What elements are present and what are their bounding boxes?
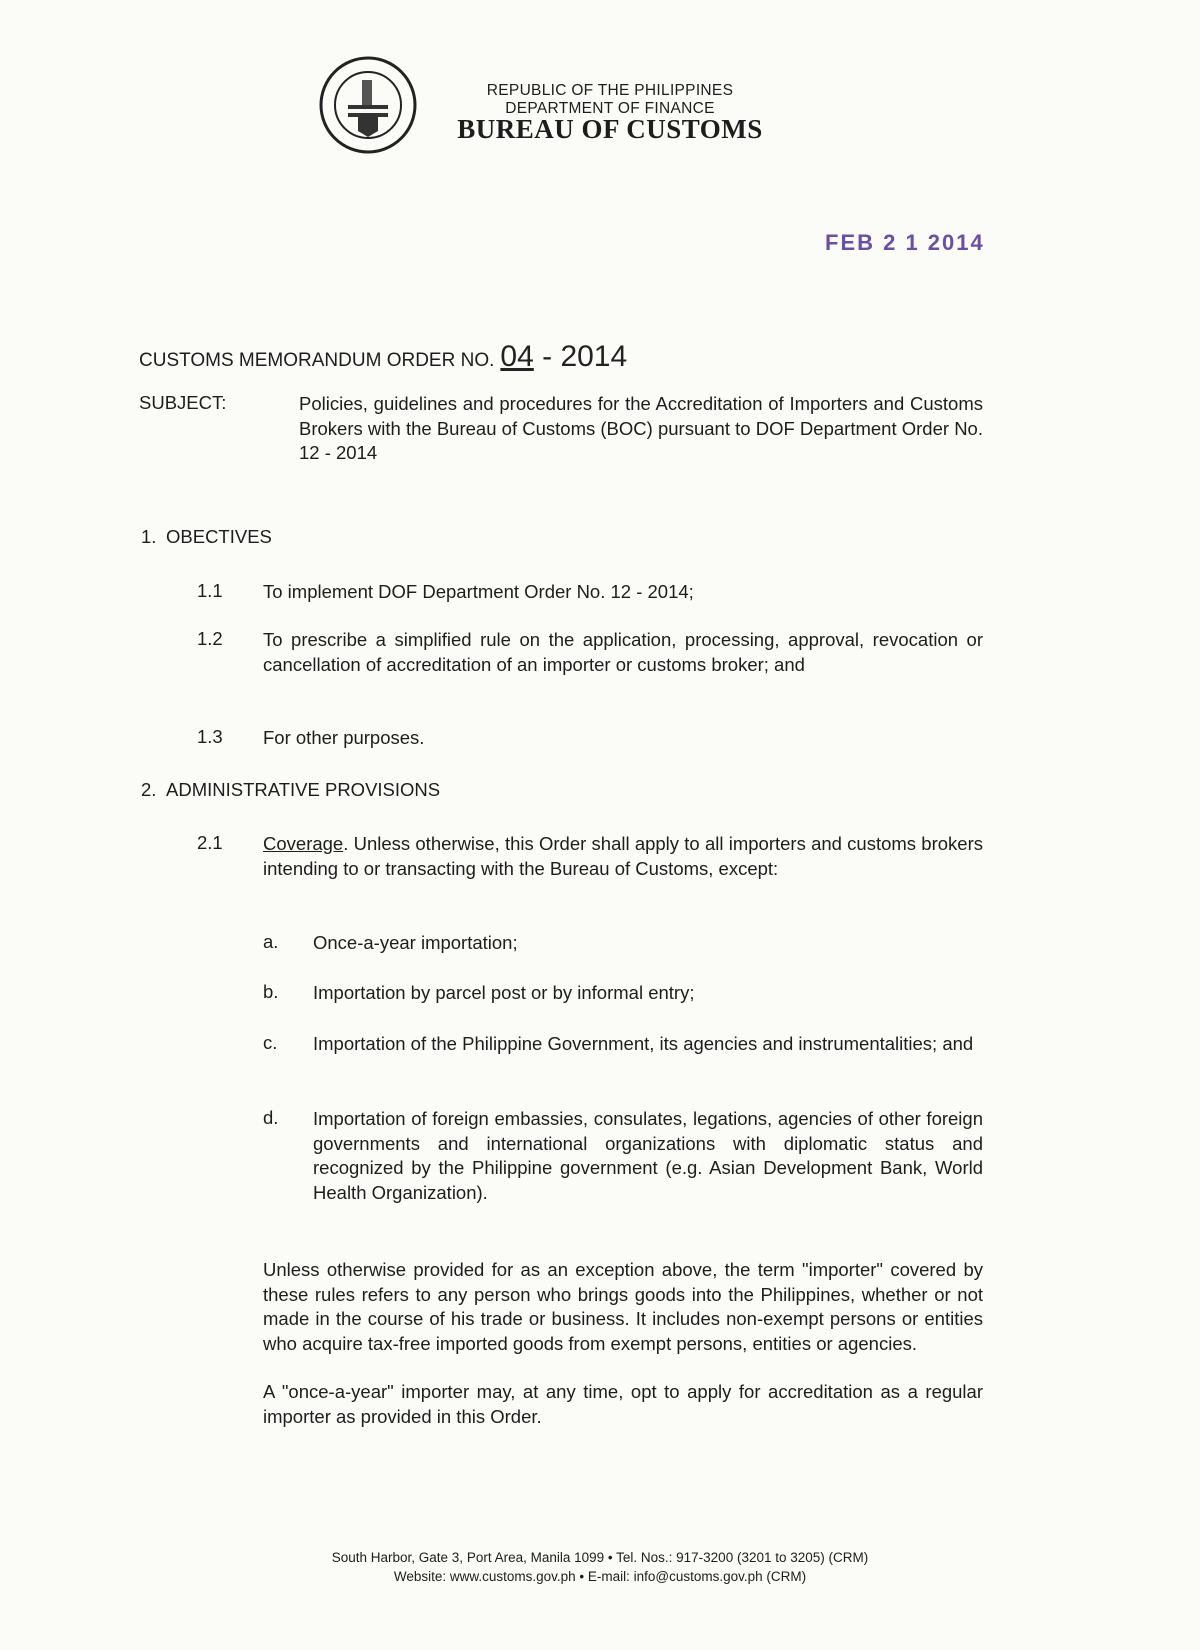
title-prefix: CUSTOMS MEMORANDUM ORDER NO. — [139, 350, 495, 371]
item-number: 1.1 — [197, 580, 223, 601]
footer-address: South Harbor, Gate 3, Port Area, Manila 1099 • Tel. Nos.: 917-3200 (3201 to 3205) (CRM) — [331, 1550, 869, 1565]
item-number: 1.3 — [197, 726, 223, 747]
subitem-text: Importation of foreign embassies, consulates, legations, agencies of other foreign governments and international organizations with diplomatic status and recognized by the Philippine government (e.g. Asian Development Bank, World Health Organization). — [313, 1108, 983, 1203]
item-text: To implement DOF Department Order No. 12 - 2014; — [263, 581, 694, 602]
title-sep: - — [533, 340, 561, 373]
subitem-letter: a. — [263, 931, 279, 952]
memo-year: 2014 — [560, 340, 628, 373]
subitem-letter: c. — [263, 1032, 278, 1053]
bureau-seal-logo — [318, 55, 418, 155]
item-number: 2.1 — [197, 832, 223, 853]
subitem-letter: d. — [263, 1107, 279, 1128]
section-1-number: 1. — [141, 526, 157, 547]
subitem-letter: b. — [263, 981, 279, 1002]
item-number: 1.2 — [197, 628, 223, 649]
date-stamp: FEB 2 1 2014 — [825, 230, 985, 255]
coverage-body: . Unless otherwise, this Order shall apply to all importers and customs brokers intending to or transacting with the Bureau of Customs, except: — [263, 833, 983, 879]
memo-title — [139, 340, 627, 374]
section-2-title: ADMINISTRATIVE PROVISIONS — [166, 779, 441, 800]
header-department: DEPARTMENT OF FINANCE — [505, 100, 715, 117]
coverage-text — [263, 832, 983, 881]
item-text: For other purposes. — [263, 727, 425, 748]
coverage-heading: Coverage — [263, 833, 344, 854]
subject-label: SUBJECT: — [139, 392, 227, 413]
item-text: To prescribe a simplified rule on the application, processing, approval, revocation or cancellation of accreditation of an importer or customs broker; and — [263, 629, 983, 675]
once-a-year-paragraph: A "once-a-year" importer may, at any time, opt to apply for accreditation as a regular importer as provided in this Order. — [263, 1381, 983, 1427]
section-1-title: OBECTIVES — [166, 526, 272, 547]
header-republic: REPUBLIC OF THE PHILIPPINES — [486, 82, 734, 99]
subject-text: Policies, guidelines and procedures for the Accreditation of Importers and Customs Brokers with the Bureau of Customs (BOC) pursuant to DOF Department Order No. 12 - 2014 — [299, 393, 983, 463]
subitem-text: Once-a-year importation; — [313, 932, 518, 953]
subitem-text: Importation by parcel post or by informal entry; — [313, 982, 695, 1003]
section-2-number: 2. — [141, 779, 157, 800]
memo-number: 04 — [500, 340, 534, 373]
subitem-text: Importation of the Philippine Government, its agencies and instrumentalities; and — [313, 1033, 974, 1054]
importer-definition-paragraph: Unless otherwise provided for as an exception above, the term "importer" covered by these rules refers to any person who brings goods into the Philippines, whether or not made in the course of his trade or business. It includes non-exempt persons or entities who acquire tax-free imported goods from exempt persons, entities or agencies. — [263, 1259, 983, 1354]
footer-contact: Website: www.customs.gov.ph • E-mail: info@customs.gov.ph (CRM) — [393, 1569, 807, 1584]
header-bureau: BUREAU OF CUSTOMS — [457, 114, 763, 144]
